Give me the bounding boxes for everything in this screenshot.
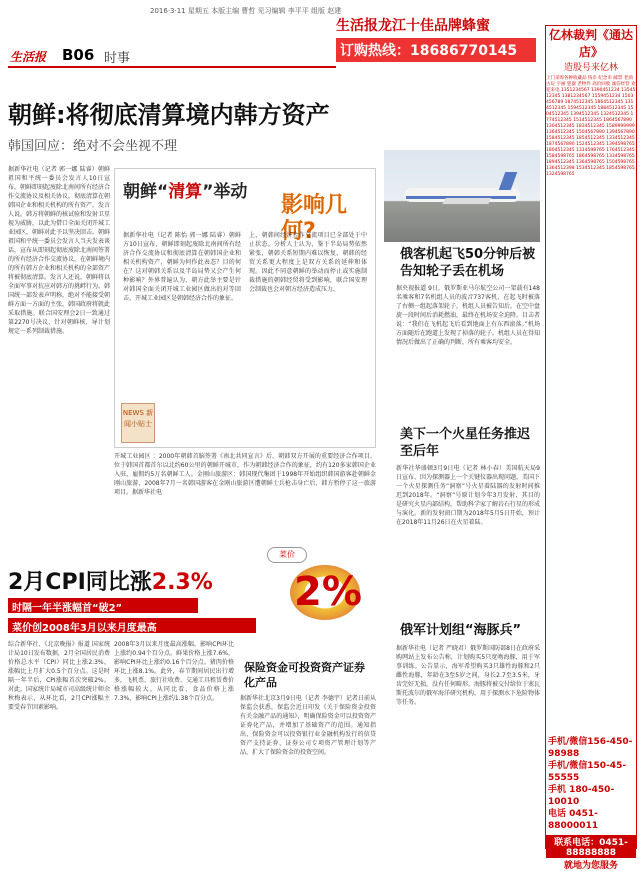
cpi-percent-graphic: 2%	[294, 569, 362, 615]
section-masthead	[8, 46, 338, 68]
mars-story-text: 新华社华盛顿3月9日电（记者 林小春）美国航天局9日宣布，因为探测器上一个关键仪器出现问题，美国下一个火星探测任务“洞察”号火星着陆器的发射时间推迟到2018年。“洞察”号原计划今年3月发射，其目的是研究火星内部结构，帮助科学家了解岩石行星的形成与演化。新的发射窗口期为2018年5月5日开始，预计在2018年11月26日在火星着陆。	[396, 465, 541, 526]
ad-phone-1: 手机/微信156-450-98988	[548, 737, 633, 759]
feature-title-post: ”举动	[202, 182, 248, 202]
cpi-headline-pre: 2月CPI同比涨	[8, 570, 152, 595]
section-name: 时事	[104, 51, 131, 66]
honey-ad	[336, 15, 536, 70]
honey-ad-title: 生活报龙江十佳品牌蜂蜜	[336, 18, 490, 34]
cpi-subhead-1: 时隔一年半涨幅首“破2”	[8, 598, 198, 613]
insurance-story-text: 据新华社北京3月9日电（记者 李德宇）记者日前从保监会获悉，保监会近日印发《关于保险资金投资有关金融产品的通知》，明确保险资金可以投资资产证券化产品，并增加了基础资产的范围。通知指出，保险资金可以投资银行业金融机构发行的信贷资产支持证券、证券公司专项资产管理计划等产品，扩大了保险资金的投资空间。	[240, 695, 376, 756]
feature-title-red: 清算	[168, 182, 203, 202]
navy-story-text: 据新华社电（记者 严晓君）俄罗斯国防部8日在政府采购网站上发布公告称，计划购买5只宽吻海豚，用于军事训练。公告显示，海军希望购买3只雄性海豚和2只雌性海豚，年龄在3至5岁之间，身长2.7至3.5米，牙齿完好无损，没有任何畸形。海豚将被交付给位于塞瓦斯托波尔的俄军海洋研究机构，用于探测水下危险物体等任务。	[396, 645, 541, 706]
classified-ad-column	[545, 25, 637, 871]
mars-story-title: 美下一个火星任务推迟至后年	[400, 427, 531, 459]
cpi-subhead-2: 菜价创2008年3月以来月度最高	[8, 618, 256, 633]
cpi-column-a: 综合新华社、《北京晚报》报道 国家统计局10日发布数据，2月全国居民消费价格总水平（CPI）同比上涨2.3%，涨幅比上月扩大0.5个百分点。这是时隔一年半后，CPI涨幅首次突破2%。对此，国家统计局城市司高级统计师余秋梅表示，从环比看，2月CPI涨幅主要受春节因素影响。	[8, 641, 111, 711]
ad-phone-2: 手机/微信150-45-55555	[548, 761, 627, 783]
feature-impact-graphic: 影响几何?	[281, 193, 348, 244]
cpi-bubble: 菜价	[267, 547, 307, 563]
insurance-story-title: 保险资金可投资资产证券化产品	[244, 661, 365, 689]
plane-story-text: 据央视报道 9日，俄罗斯亚马尔航空公司一架载有148名乘客和7名机组人员的波音737客机，在起飞时被落了右侧一组起落架轮子，机组人员被告知后，在空中盘旋一段时间后消耗燃油，最终在机场安全迫降。目击者说：“我们在飞机起飞后看到地面上有东西滚落。”机场方面随后在跑道上发现了掉落的轮子。机组人员在得知情况后做出了正确的判断，所有乘客均安全。	[396, 285, 541, 346]
ad-phone-4: 电话 0451-88000011	[548, 809, 599, 831]
ad-column-subtitle: 造股号来亿林	[563, 63, 618, 73]
cpi-column-b: 2008年3月以来月度最高涨幅，影响CPI环比上涨约0.94个百分点。鲜果价格上涨7.6%，影响CPI环比上涨约0.16个百分点。猪肉价格环比上涨8.1%。此外，春节期间居民出行增多，飞机票、旅行社收费、交通工具租赁费价格涨幅较大。从同比看，食品价格上涨7.3%，影响CPI上涨约1.38个百分点。	[114, 641, 235, 702]
news-tip-badge: NEWS 新闻小贴士	[121, 403, 155, 443]
navy-story-title: 俄军计划组“海豚兵”	[400, 623, 522, 638]
main-subhead: 韩国回应：绝对不会坐视不理	[8, 139, 178, 154]
plane-story-title: 俄客机起飞50分钟后被告知轮子丢在机场	[400, 247, 536, 279]
feature-analysis-box	[114, 168, 376, 448]
feature-title-pre: 朝鲜“	[123, 182, 169, 202]
cpi-headline	[8, 565, 213, 596]
cpi-headline-red: 2.3%	[151, 570, 213, 595]
ad-bottom-banner: 联系电话：0451-88888888	[546, 835, 636, 858]
airplane-photo	[384, 150, 540, 242]
background-info-box: 开城工业园区 ：2000年朝韩首脑签署《南北共同宣言》后，朝韩双方开展的重要经济合作项目。位于韩国首都首尔以北约60公里的朝鲜开城市，作为朝韩经济合作的象征，约有120多家韩国企业入驻，雇佣约5万名朝鲜工人。金刚山旅游区：韩国现代集团于1998年开始组织韩国游客赴朝鲜金刚山旅游，2008年7月一名韩国游客在金刚山旅游区遭朝鲜士兵枪击身亡后，韩方暂停了这一旅游项目。据新华社电	[114, 453, 376, 496]
page-topline: 2016·3·11 星期五 本版主编 曹哲 见习编辑 李平平 组版 赵建	[150, 7, 342, 15]
ad-column-title: 亿林裁判《通达店》	[548, 28, 633, 59]
feature-column-a: 据新华社电（记者 陈怡 郭一娜 陆睿）朝鲜方10日宣布，朝鲜即刻起废除北南间所有经济合作交流协议和彻底清算在朝韩国企业和相关机构资产，朝鲜为何作此表态？目的何在？这对朝韩关系以及半岛局势又会产生何种影响？外界普遍认为，朝方此举主要是针对韩国全面关闭开城工业园区做出的对等回击。开城工业园区是朝韩经济合作的象征。	[123, 232, 241, 302]
newspaper-logo: 生活报	[10, 50, 47, 64]
cpi-illustration	[262, 545, 382, 635]
honey-ad-phone: 订购热线：18686770145	[336, 38, 536, 62]
ad-phone-3: 手机 180-450-10010	[548, 785, 615, 807]
main-headline: 朝鲜:将彻底清算境内韩方资产	[8, 101, 330, 129]
page-code: B06	[62, 46, 95, 64]
main-story-column: 据新华社电（记者 郭一娜 陆睿）朝鲜祖国和平统一委员会发言人10日宣布，朝鲜即刻起废除北南间所有经济合作交流协议及相关协议，彻底清算在朝韩国企业和相关机构的所有资产。发言人说，韩方将朝鲜的核试验和发射卫星视为威胁，以此为借口全面关闭开城工业园区，朝鲜对此予以坚决回击。朝鲜祖国和平统一委员会发言人当天发表谈话，宣布从即刻起彻底废除北南间签署的所有经济合作交流协议，在朝鲜境内的所有韩方企业和相关机构的全部资产将被彻底清算。发言人还说，朝鲜将以全面军事对抗应对韩方的挑衅行为。韩国统一部发表声明称，绝对不能接受朝鲜方面一方面的主张，韩国政府将就此采取措施。联合国安理会2日一致通过第2270号决议，针对朝鲜核、导计划规定一系列制裁措施。	[8, 166, 111, 335]
ad-bottom-slogan: 就地为您服务	[563, 861, 618, 871]
ad-column-listings: 上门采购各种收藏品 钱币 纪念币 邮票 老酒 古玩 字画 瓷器 老物件 高价回收 诚信经营 欢迎来电 1351234567 1390451234 1354512345 1381234567 1559451234 1503456789 1874512345 1864512345 1314512345 1594512345 1884512345 1504512345 1394512345 1324512345 1774512345 1514512345 1864567890 1304512345 1834512345 1589999999 1364512345 1504567890 1394567890 1584512345 1854512345 1334512345 1874567890 1524512345 1394598765 1804512345 1314598765 1764512345 1584598765 1864598765 1334598765 1894512345 1364598765 1504598765 1364512398 1534512345 1854598765 1324598765	[546, 76, 636, 177]
feature-column-b: 上，朝韩间经济合作交流项目已全部处于中止状态。分析人士认为，鉴于半岛局势依然紧张，朝韩关系短期内难以恢复，朝韩的经贸关系更大程度上是双方关系的延伸和体现。因此不同意朝鲜的举动而停止或实施制裁措施的朝韩经贸将受到影响，联合国安理会制裁也会对朝方经济造成压力。	[249, 232, 367, 293]
feature-title	[123, 177, 247, 202]
